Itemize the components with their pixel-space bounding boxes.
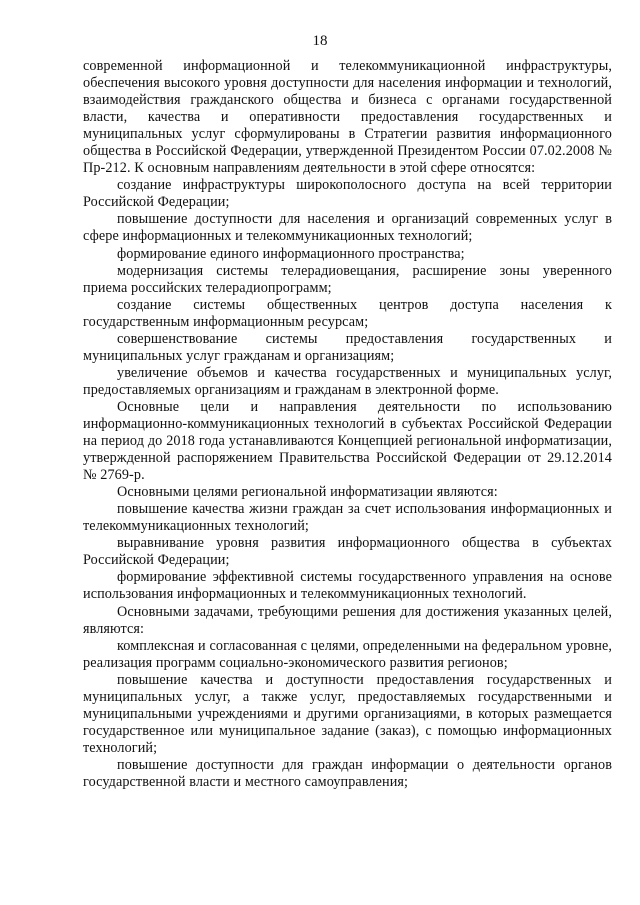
list-item: комплексная и согласованная с целями, определенными на федеральном уровне, реализация программ социально-экономического развития регионов; [83, 637, 612, 671]
list-item: повышение доступности для граждан информации о деятельности органов государственной власти и местного самоуправления; [83, 756, 612, 790]
list-item: выравнивание уровня развития информационного общества в субъектах Российской Федерации; [83, 535, 612, 569]
list-item: увеличение объемов и качества государственных и муниципальных услуг, предоставляемых организациям и гражданам в электронной форме. [83, 364, 612, 398]
list-item: создание системы общественных центров доступа населения к государственным информационным ресурсам; [83, 296, 612, 330]
paragraph: современной информационной и телекоммуникационной инфраструктуры, обеспечения высокого уровня доступности для населения информации и технологий, взаимодействия гражданского общества и бизнеса с органами государственной власти, качества и оперативности предоставления государственных и муниципальных услуг сформулированы в Стратегии развития информационного общества в Российской Федерации, утвержденной Президентом России 07.02.2008 № Пр-212. К основным направлениям деятельности в этой сфере относятся: [83, 58, 612, 177]
paragraph: Основные цели и направления деятельности по использованию информационно-коммуникационных технологий в субъектах Российской Федерации на период до 2018 года устанавливаются Концепцией региональной информатизации, утвержденной распоряжением Правительства Российской Федерации от 29.12.2014 № 2769-р. [83, 398, 612, 484]
paragraph: Основными целями региональной информатизации являются: [117, 484, 498, 501]
list-item: модернизация системы телерадиовещания, расширение зоны уверенного приема российских телерадиопрограмм; [83, 262, 612, 296]
list-item: повышение качества и доступности предоставления государственных и муниципальных услуг, а также услуг, предоставляемых государственными и муниципальными учреждениями и другими организациями, в которых размещается государственное или муниципальное задание (заказ), с помощью информационных технологий; [83, 671, 612, 756]
list-item: создание инфраструктуры широкополосного доступа на всей территории Российской Федерации; [83, 177, 612, 211]
paragraph: Основными задачами, требующими решения для достижения указанных целей, являются: [83, 603, 612, 637]
document-body [83, 58, 612, 791]
list-item: повышение доступности для населения и организаций современных услуг в сфере информационных и телекоммуникационных технологий; [83, 211, 612, 245]
list-item: повышение качества жизни граждан за счет использования информационных и телекоммуникационных технологий; [83, 501, 612, 535]
list-item: совершенствование системы предоставления государственных и муниципальных услуг гражданам и организациям; [83, 330, 612, 364]
page-number: 18 [312, 33, 328, 49]
list-item: формирование эффективной системы государственного управления на основе использования информационных и телекоммуникационных технологий. [83, 569, 612, 603]
list-item: формирование единого информационного пространства; [117, 245, 465, 262]
